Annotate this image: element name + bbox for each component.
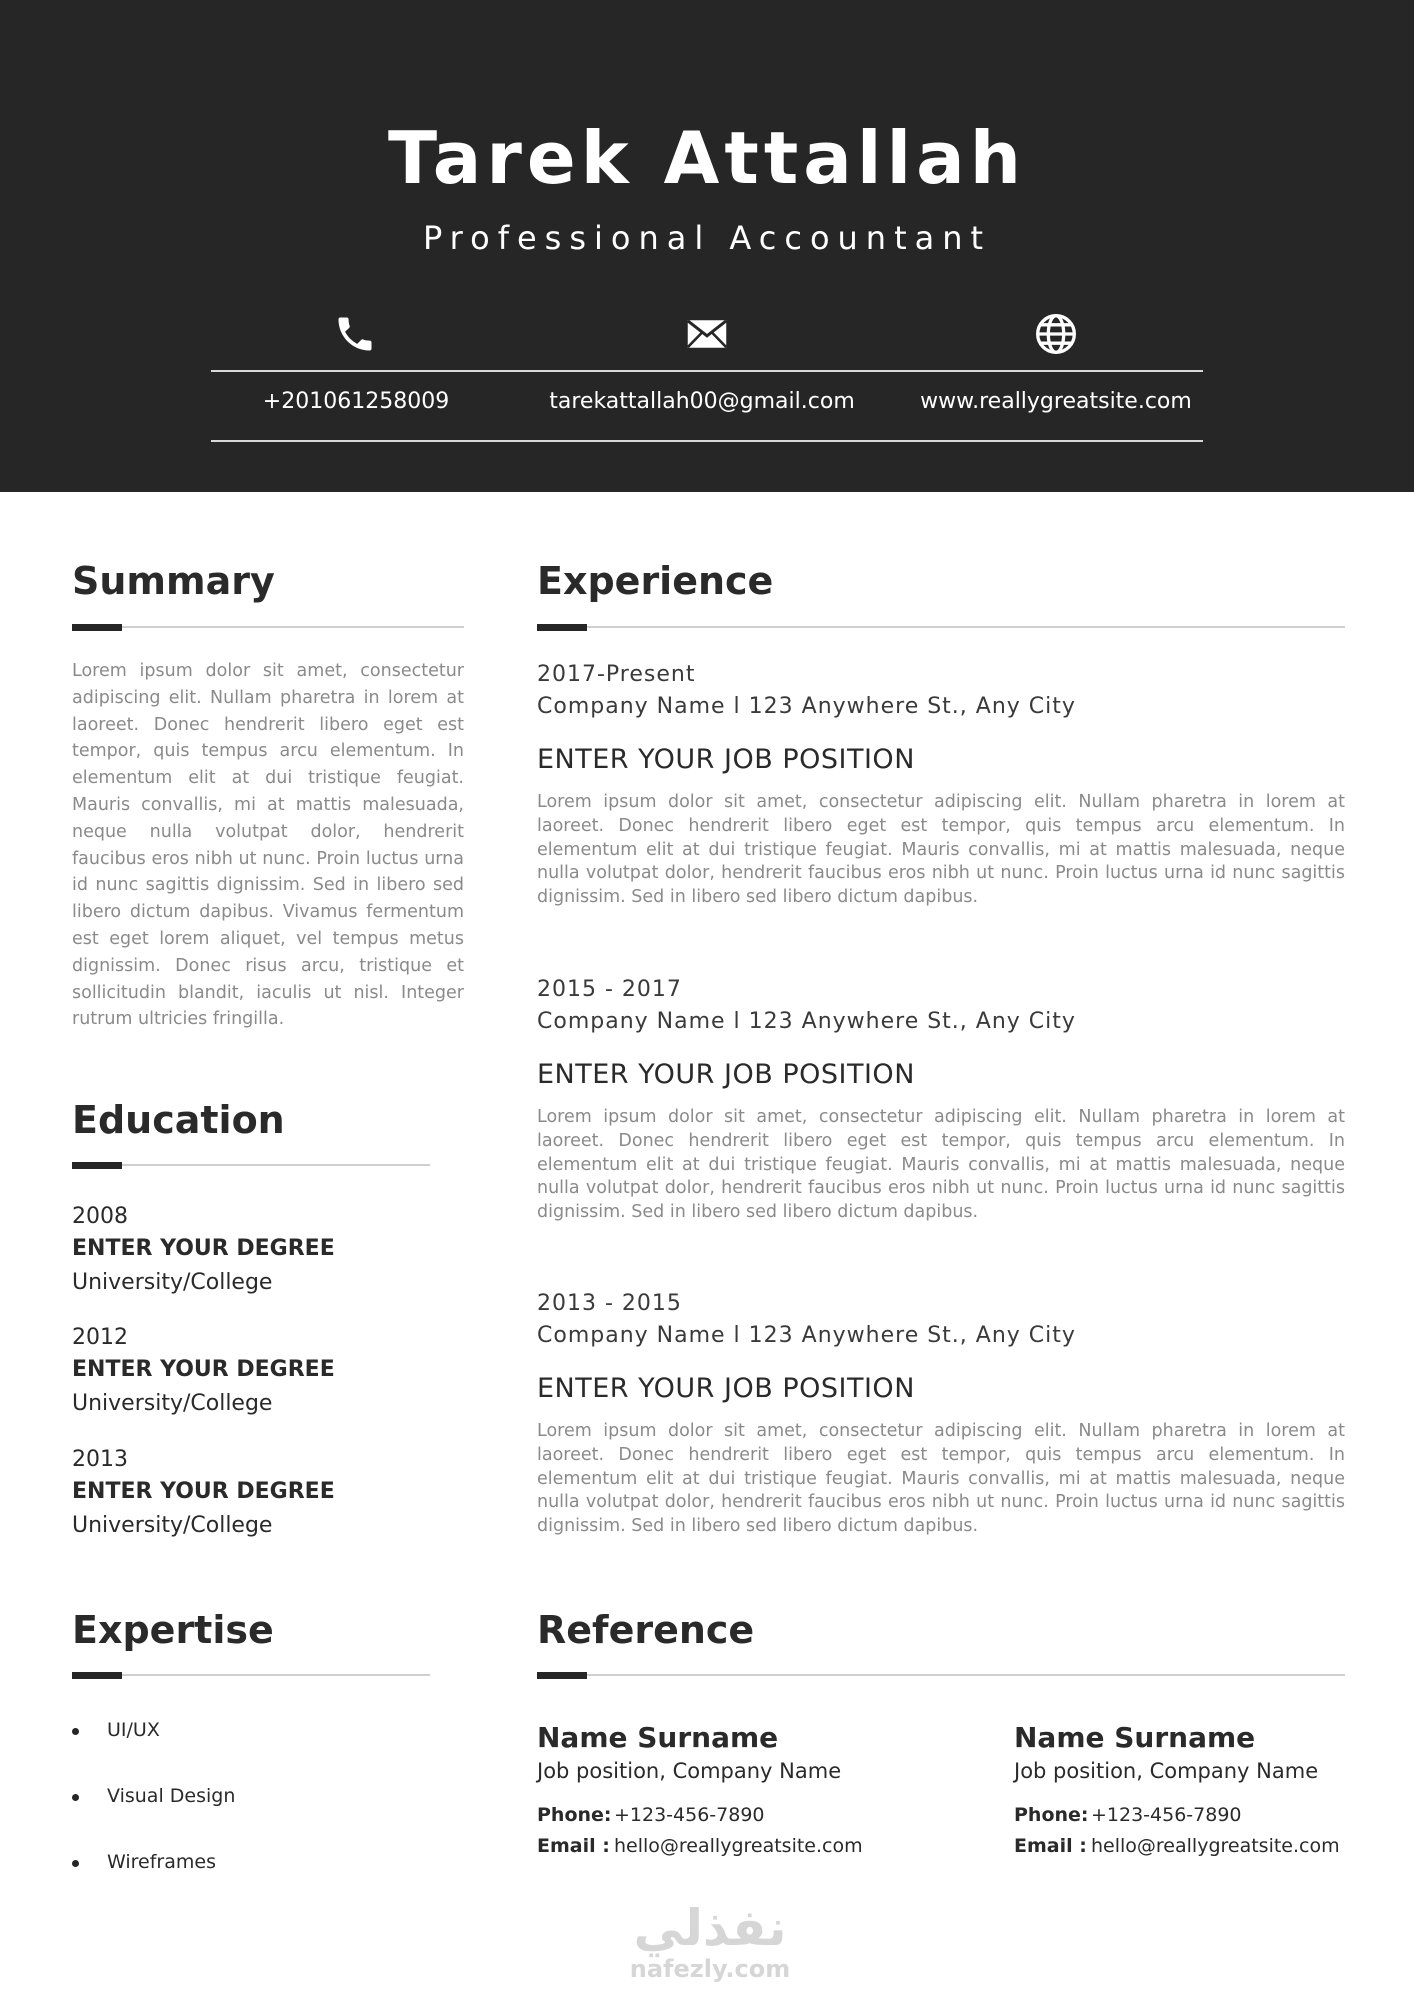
- job-title: Professional Accountant: [422, 219, 992, 257]
- education-entry: [72, 1323, 432, 1421]
- phone-label: Phone:: [1014, 1804, 1089, 1826]
- phone-icon: [333, 312, 377, 356]
- education-school: University/College: [72, 1270, 273, 1295]
- expertise-heading: Expertise: [72, 1608, 274, 1652]
- reference-card: [537, 1720, 887, 1862]
- experience-company: Company Name l 123 Anywhere St., Any City: [537, 694, 1076, 719]
- experience-divider: [537, 626, 1345, 628]
- experience-entry: [537, 1288, 1345, 1539]
- email-label: Email :: [537, 1835, 610, 1857]
- person-name: Tarek Attallah: [387, 116, 1027, 200]
- education-divider: [72, 1164, 430, 1166]
- mail-icon: [685, 312, 729, 356]
- experience-period: 2015 - 2017: [537, 977, 682, 1002]
- experience-company: Company Name l 123 Anywhere St., Any City: [537, 1323, 1076, 1348]
- reference-divider: [537, 1674, 1345, 1676]
- experience-accent-bar: [537, 624, 587, 631]
- experience-company: Company Name l 123 Anywhere St., Any City: [537, 1009, 1076, 1034]
- education-entry: [72, 1202, 432, 1300]
- education-year: 2012: [72, 1325, 128, 1350]
- reference-accent-bar: [537, 1672, 587, 1679]
- reference-email-row: [1014, 1831, 1364, 1862]
- bullet-icon: [72, 1860, 79, 1867]
- watermark-arabic: نفذلي: [633, 1899, 787, 1957]
- summary-divider: [72, 626, 464, 628]
- watermark-latin: nafezly.com: [629, 1955, 791, 1983]
- experience-description: Lorem ipsum dolor sit amet, consectetur adipiscing elit. Nullam pharetra in lorem at laoreet. Donec hendrerit libero eget est tempor, quis tempus arcu elementum. In elementum elit at dui tristique feugiat. Mauris convallis, mi at mattis malesuada, neque nulla volutpat dolor, hendrerit faucibus eros nibh ut nunc. Proin luctus urna id nunc sagittis dignissim. Sed in libero sed libero dictum dapibus.: [537, 792, 1345, 908]
- list-item: [72, 1712, 412, 1778]
- reference-phone-row: [1014, 1800, 1364, 1831]
- experience-heading: Experience: [537, 559, 774, 603]
- reference-job: Job position, Company Name: [537, 1759, 842, 1783]
- reference-email[interactable]: hello@reallygreatsite.com: [1091, 1835, 1340, 1857]
- experience-entry: [537, 974, 1345, 1225]
- experience-position: ENTER YOUR JOB POSITION: [537, 744, 915, 775]
- skill-label: Wireframes: [107, 1851, 216, 1873]
- skill-label: UI/UX: [107, 1719, 160, 1741]
- reference-email[interactable]: hello@reallygreatsite.com: [614, 1835, 863, 1857]
- bullet-icon: [72, 1794, 79, 1801]
- contact-divider-top: [211, 370, 1203, 372]
- email-address[interactable]: tarekattallah00@gmail.com: [549, 389, 855, 414]
- reference-phone-row: [537, 1800, 887, 1831]
- contact-divider-bottom: [211, 440, 1203, 442]
- reference-phone[interactable]: +123-456-7890: [614, 1804, 765, 1826]
- reference-name: Name Surname: [1014, 1721, 1256, 1754]
- education-degree: ENTER YOUR DEGREE: [72, 1236, 335, 1261]
- email-label: Email :: [1014, 1835, 1087, 1857]
- experience-entry: [537, 659, 1345, 910]
- education-school: University/College: [72, 1391, 273, 1416]
- phone-number[interactable]: +201061258009: [262, 389, 450, 414]
- experience-description: Lorem ipsum dolor sit amet, consectetur adipiscing elit. Nullam pharetra in lorem at laoreet. Donec hendrerit libero eget est tempor, quis tempus arcu elementum. In elementum elit at dui tristique feugiat. Mauris convallis, mi at mattis malesuada, neque nulla volutpat dolor, hendrerit faucibus eros nibh ut nunc. Proin luctus urna id nunc sagittis dignissim. Sed in libero sed libero dictum dapibus.: [537, 1107, 1345, 1223]
- experience-position: ENTER YOUR JOB POSITION: [537, 1373, 915, 1404]
- education-heading: Education: [72, 1098, 285, 1142]
- phone-label: Phone:: [537, 1804, 612, 1826]
- expertise-list: [72, 1712, 412, 1910]
- globe-icon: [1034, 312, 1078, 356]
- experience-period: 2017-Present: [537, 662, 696, 687]
- bullet-icon: [72, 1728, 79, 1735]
- education-accent-bar: [72, 1162, 122, 1169]
- skill-label: Visual Design: [107, 1785, 236, 1807]
- header-banner: [0, 0, 1414, 492]
- education-school: University/College: [72, 1513, 273, 1538]
- watermark-logo: [600, 1900, 820, 1982]
- education-degree: ENTER YOUR DEGREE: [72, 1479, 335, 1504]
- reference-phone[interactable]: +123-456-7890: [1091, 1804, 1242, 1826]
- reference-job: Job position, Company Name: [1014, 1759, 1319, 1783]
- summary-heading: Summary: [72, 559, 275, 603]
- experience-description: Lorem ipsum dolor sit amet, consectetur adipiscing elit. Nullam pharetra in lorem at laoreet. Donec hendrerit libero eget est tempor, quis tempus arcu elementum. In elementum elit at dui tristique feugiat. Mauris convallis, mi at mattis malesuada, neque nulla volutpat dolor, hendrerit faucibus eros nibh ut nunc. Proin luctus urna id nunc sagittis dignissim. Sed in libero sed libero dictum dapibus.: [537, 1421, 1345, 1537]
- education-year: 2013: [72, 1447, 128, 1472]
- expertise-accent-bar: [72, 1672, 122, 1679]
- list-item: [72, 1778, 412, 1844]
- summary-text: Lorem ipsum dolor sit amet, consectetur adipiscing elit. Nullam pharetra in lorem at laoreet. Donec hendrerit libero eget est tempor, quis tempus arcu elementum. In elementum elit at dui tristique feugiat. Mauris convallis, mi at mattis malesuada, neque nulla volutpat dolor, hendrerit faucibus eros nibh ut nunc. Proin luctus urna id nunc sagittis dignissim. Sed in libero sed libero dictum dapibus. Vivamus fermentum est eget lorem aliquet, vel tempus metus dignissim. Donec risus arcu, tristique et sollicitudin blandit, iaculis ut nisl. Integer rutrum ultricies fringilla.: [72, 661, 464, 1030]
- reference-card: [1014, 1720, 1364, 1862]
- education-degree: ENTER YOUR DEGREE: [72, 1357, 335, 1382]
- reference-email-row: [537, 1831, 887, 1862]
- experience-position: ENTER YOUR JOB POSITION: [537, 1059, 915, 1090]
- summary-accent-bar: [72, 624, 122, 631]
- experience-period: 2013 - 2015: [537, 1291, 682, 1316]
- list-item: [72, 1844, 412, 1910]
- reference-name: Name Surname: [537, 1721, 779, 1754]
- reference-heading: Reference: [537, 1608, 755, 1652]
- expertise-divider: [72, 1674, 430, 1676]
- website-link[interactable]: www.reallygreatsite.com: [920, 389, 1192, 414]
- education-year: 2008: [72, 1204, 128, 1229]
- education-entry: [72, 1445, 432, 1543]
